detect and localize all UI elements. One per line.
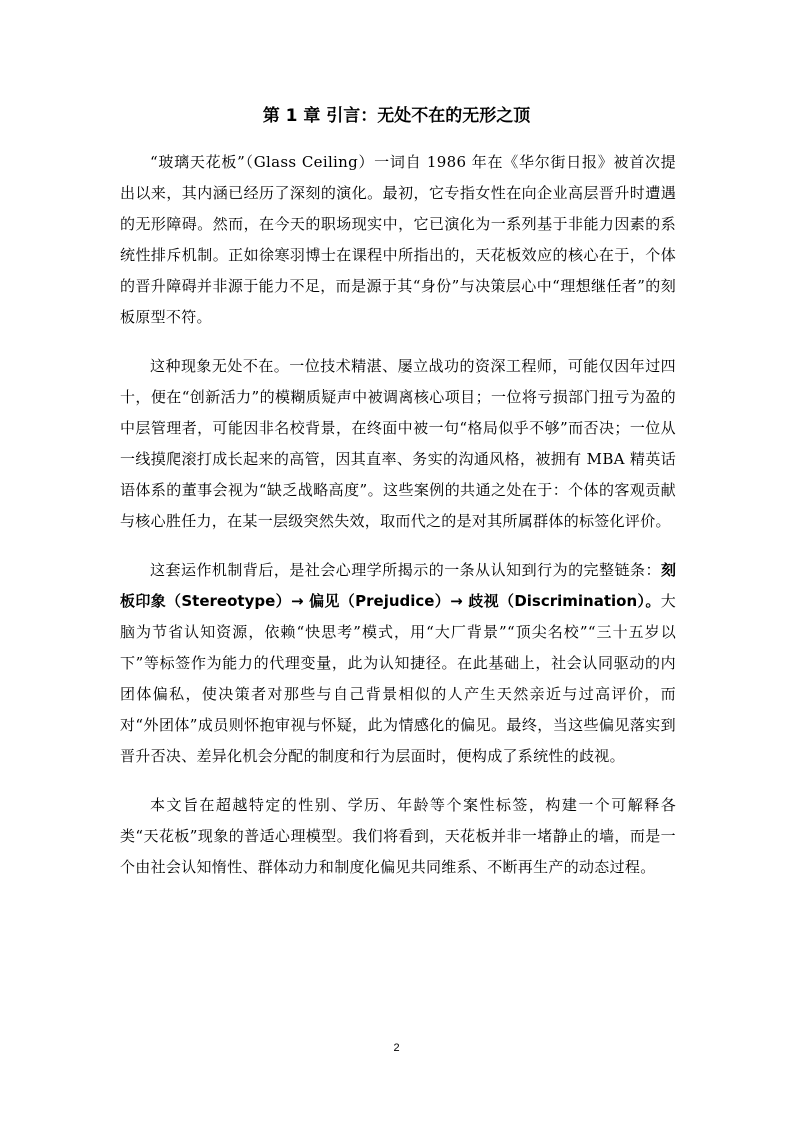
paragraph-2: 这种现象无处不在。一位技术精湛、屡立战功的资深工程师，可能仅因年过四十，便在“创新活力”的模糊质疑声中被调离核心项目；一位将亏损部门扭亏为盈的中层管理者，可能因非名校背景，在终面中被一句“格局似乎不够”而否决；一位从一线摸爬滚打成长起来的高管，因其直率、务实的沟通风格，被拥有 MBA 精英话语体系的董事会视为“缺乏战略高度”。这些案例的共通之处在于：个体的客观贡献与核心胜任力，在某一层级突然失效，取而代之的是对其所属群体的标签化评价。 <box>120 357 676 530</box>
page-number: 2 <box>393 1042 400 1054</box>
paragraph-3-intro: 这套运作机制背后，是社会心理学所揭示的一条从认知到行为的完整链条： <box>150 561 661 579</box>
paragraph-4: 本文旨在超越特定的性别、学历、年龄等个案性标签，构建一个可解释各类“天花板”现象的普适心理模型。我们将看到，天花板并非一堵静止的墙，而是一个由社会认知惰性、群体动力和制度化偏见共同维系、不断再生产的动态过程。 <box>120 796 676 876</box>
paragraph-3-rest: 大脑为节省认知资源，依赖“快思考”模式，用“大厂背景”“顶尖名校”“三十五岁以下”等标签作为能力的代理变量，此为认知捷径。在此基础上，社会认同驱动的内团体偏私，使决策者对那些与自己背景相似的人产生天然亲近与过高评价，而对“外团体”成员则怀抱审视与怀疑，此为情感化的偏见。最终，当这些偏见落实到晋升否决、差异化机会分配的制度和行为层面时，便构成了系统性的歧视。 <box>120 592 676 765</box>
paragraph-3 <box>120 555 676 772</box>
stereotype-chain: 刻板印象（Stereotype）→ 偏见（Prejudice）→ 歧视（Discrimination）。 <box>120 561 676 610</box>
body-text <box>120 147 676 901</box>
chapter-title: 第 1 章 引言：无处不在的无形之顶 <box>262 106 531 126</box>
paragraph-1: “玻璃天花板”（Glass Ceiling）一词自 1986 年在《华尔街日报》被首次提出以来，其内涵已经历了深刻的演化。最初，它专指女性在向企业高层晋升时遭遇的无形障碍。然而，在今天的职场现实中，它已演化为一系列基于非能力因素的系统性排斥机制。正如徐寒羽博士在课程中所指出的，天花板效应的核心在于，个体的晋升障碍并非源于能力不足，而是源于其“身份”与决策层心中“理想继任者”的刻板原型不符。 <box>120 153 676 326</box>
